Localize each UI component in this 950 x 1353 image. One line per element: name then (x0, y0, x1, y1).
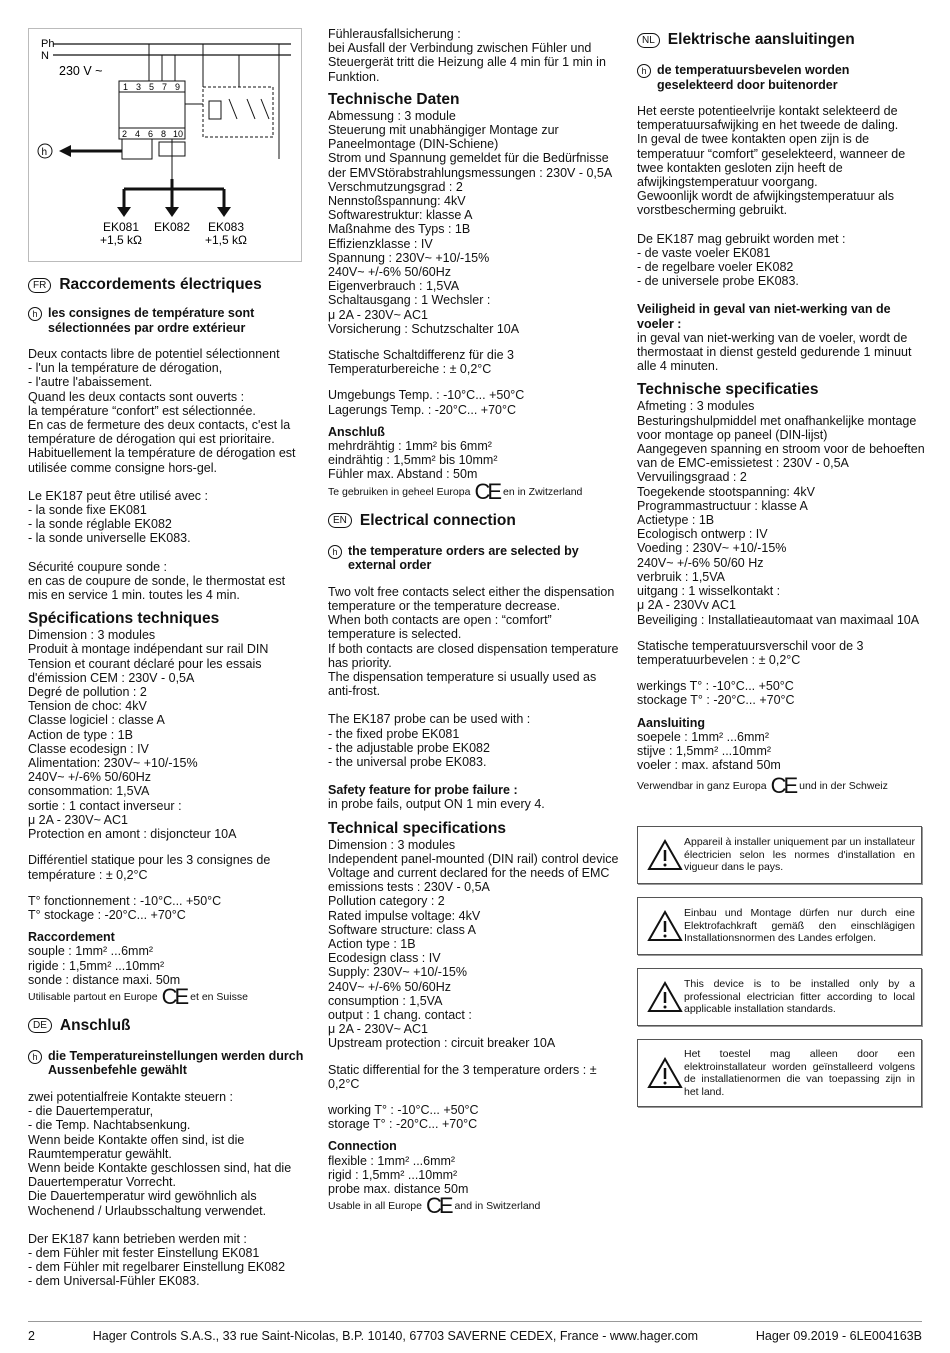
company-address: Hager Controls S.A.S., 33 rue Saint-Nicolas, B.P. 10140, 67703 SAVERNE CEDEX, France - www.hager.com (92, 1329, 699, 1343)
warning-box-nl (637, 1039, 922, 1107)
column-1 (28, 276, 308, 1289)
de-safety-title: Fühlerausfallsicherung : (328, 27, 461, 41)
probe-ek081-name: EK081 (102, 220, 140, 234)
fr-ce-post: et en Suisse (190, 990, 248, 1003)
probe-ek083-name: EK083 (207, 220, 245, 234)
diagram-voltage-label: 230 V ~ (59, 64, 103, 78)
en-title: Electrical connection (359, 511, 516, 529)
nl-connection-title: Aansluiting (637, 715, 706, 730)
fr-paragraph-2: Le EK187 peut être utilisé avec : - la sonde fixe EK081 - la sonde réglable EK082 - la sonde universelle EK083. (28, 488, 208, 546)
en-differential: Static differential for the 3 temperature orders : ± 0,2°C (328, 1062, 597, 1091)
nl-spec-title: Technische specificaties (637, 381, 819, 399)
de-badge: DE (28, 1018, 52, 1033)
de-ce-line (328, 478, 620, 504)
terminal-bottom-4: 4 (135, 129, 141, 139)
nl-connection-text: soepele : 1mm² ...6mm² stijve : 1,5mm² ...10mm² voeler : max. afstand 50m (637, 729, 781, 773)
fr-sub-text: les consignes de température sont sélectionnées par ordre extérieur (48, 306, 255, 335)
nl-subheading (637, 63, 929, 92)
en-connection-text: flexible : 1mm² ...6mm² rigid : 1,5mm² ...10mm² probe max. distance 50m (328, 1153, 469, 1196)
en-sub-text: the temperature orders are selected by external order (348, 543, 579, 573)
h-icon: h (28, 1050, 42, 1064)
fr-safety-title: Sécurité coupure sonde : (28, 559, 167, 574)
wiring-diagram (28, 28, 302, 262)
en-spec-text: Dimension : 3 modules Independent panel-mounted (DIN rail) control device Voltage and current declared for the needs of EMC emissions tests : 230V - 0,5A Pollution category : 2 Rated impulse voltage: 4kV Software structure: class A Action type : 1B Ecodesign class : IV Supply: 230V~ +10/-15% 240V~ +/-6% 50/60Hz consumption : 1,5VA output : 1 chang. contact : μ 2A - 230V~ AC1 Upstream protection : circuit breaker 10A (328, 837, 619, 1051)
warning-text-fr: Appareil à installer uniquement par un installateur électricien selon les normes d'installation en vigueur dans le pays. (684, 836, 915, 874)
en-badge: EN (328, 513, 352, 528)
ce-mark-icon: CE (770, 773, 796, 799)
terminal-bottom-8: 8 (161, 129, 167, 139)
fr-ce-pre: Utilisable partout en Europe (28, 990, 158, 1003)
nl-ce-post: und in der Schweiz (799, 780, 888, 793)
page-number: 2 (28, 1329, 35, 1343)
de-differential: Statische Schaltdifferenz für die 3 Temperaturbereiche : ± 0,2°C (328, 348, 514, 377)
h-icon: h (28, 307, 42, 321)
de-subheading (28, 1049, 308, 1078)
probe-ek082-name: EK082 (153, 220, 191, 234)
diagram-ph-label: Ph (41, 38, 55, 50)
warning-text-en: This device is to be installed only by a professional electrician fitter according to local applicable installation standards. (684, 978, 915, 1016)
probe-ek083-value: +1,5 kΩ (205, 233, 247, 247)
fr-spec-text: Dimension : 3 modules Produit à montage indépendant sur rail DIN Tension et courant déclaré pour les essais d'émission CEM : 230V - 0,5A Degré de pollution : 2 Tension de choc: 4kV Classe logiciel : classe A Action de type : 1B Classe ecodesign : IV Alimentation: 230V~ +10/-15% 240V~ +/-6% 50/60Hz consommation: 1,5VA sortie : 1 contact inverseur : μ 2A - 230V~ AC1 Protection en amont : disjoncteur 10A (28, 628, 269, 842)
en-safety-text: in probe fails, output ON 1 min every 4. (328, 797, 545, 812)
de-connection-title: Anschluß (328, 424, 385, 439)
fr-subheading (28, 306, 308, 335)
de-connection-text: mehrdrähtig : 1mm² bis 6mm² eindrähtig : 1,5mm² bis 10mm² Fühler max. Abstand : 50m (328, 439, 498, 482)
de-safety-text: bei Ausfall der Verbindung zwischen Fühler und Steuergerät tritt die Heizung alle 4 min für 1 min in Funktion. (328, 41, 606, 84)
en-paragraph-2: The EK187 probe can be used with : - the fixed probe EK081 - the adjustable probe EK082 - the universal probe EK083. (328, 712, 531, 769)
de-paragraph-1: zwei potentialfreie Kontakte steuern : - die Dauertemperatur, - die Temp. Nachtabsenkung. Wenn beide Kontakte offen sind, ist die Raumtemperatur gewählt. Wenn beide Kontakte geschlossen sind, hat die Dauertemperatur Vorrecht. Die Dauertemperatur wird gewöhnlich als Wochenend / Urlaubsschaltung verwendet. (28, 1089, 292, 1218)
ce-mark-icon: CE (474, 478, 499, 504)
en-ce-line (328, 1193, 620, 1219)
de-title: Anschluß (59, 1016, 131, 1034)
ce-mark-icon: CE (161, 983, 187, 1009)
warning-triangle-icon (646, 980, 684, 1014)
nl-spec-text: Afmeting : 3 modules Besturingshulpmiddel met onafhankelijke montage voor montage op paneel (DIN-lijst) Aangegeven spanning en stroom voor de behoeften van de EMC-emissietest : 230V - 0,5A Vervuilingsgraad : 2 Toegekende stootspanning: 4kV Programmastructuur : klasse A Actietype : 1B Ecologisch ontwerp : IV Voeding : 230V~ +10/-15% 240V~ +/-6% 50/60 Hz verbruik : 1,5VA uitgang : 1 wisselkontakt : μ 2A - 230Vv AC1 Beveiliging : Installatieautomaat van maximaal 10A (637, 399, 925, 627)
h-icon: h (637, 64, 651, 78)
warning-box-fr (637, 826, 922, 884)
h-icon: h (328, 545, 342, 559)
nl-sub-text: de temperatuursbevelen worden geselekteerd door buitenorder (657, 63, 850, 92)
terminal-bottom-10: 10 (173, 129, 184, 139)
document-reference: Hager 09.2019 - 6LE004163B (755, 1329, 922, 1343)
fr-ce-line (28, 983, 308, 1009)
nl-ce-pre: Verwendbar in ganz Europa (637, 780, 767, 793)
warning-triangle-icon (646, 909, 684, 943)
de-ce-post: en in Zwitzerland (503, 485, 583, 498)
terminal-top-9: 9 (175, 82, 181, 92)
fr-title: Raccordements électriques (59, 276, 262, 293)
diagram-n-label: N (41, 50, 49, 62)
fr-paragraph-1: Deux contacts libre de potentiel sélectionnent - l'un la température de dérogation, - l'autre l'abaissement. Quand les deux contacts sont ouverts : la température “confort” est sélectionnée. En cas de fermeture des deux contacts, c'est la température de dérogation qui est prioritaire. Habituellement la température de dérogation est utilisée comme consigne hors-gel. (28, 347, 296, 475)
nl-badge: NL (637, 33, 660, 48)
de-ce-pre: Te gebruiken in geheel Europa (328, 485, 471, 498)
fr-differential: Différentiel statique pour les 3 consignes de température : ± 0,2°C (28, 853, 271, 882)
en-connection-title: Connection (328, 1139, 397, 1154)
ce-mark-icon: CE (425, 1193, 451, 1219)
en-ce-pre: Usable in all Europe (328, 1200, 422, 1213)
nl-heading (637, 31, 929, 49)
page-footer (28, 1321, 922, 1343)
nl-safety-text: in geval van niet-werking van de voeler, wordt de thermostaat in dienst gesteld gedurende 1 minuut alle 4 minuten. (637, 330, 912, 374)
terminal-top-7: 7 (162, 82, 168, 92)
terminal-top-3: 3 (136, 82, 142, 92)
diagram-h-mark: h (41, 147, 48, 158)
terminal-bottom-2: 2 (122, 129, 128, 139)
de-spec-title: Technische Daten (328, 90, 460, 108)
nl-ce-line (637, 773, 929, 799)
nl-safety-title: Veiligheid in geval van niet-werking van de voeler : (637, 302, 891, 331)
nl-paragraph-1: Het eerste potentieelvrije kontakt selekteerd de temperatuursafwijking en het tweede de daling. In geval de twee kontakten open zijn is de temperatuur “comfort” geselekteerd, wanneer de twee kontakten gesloten zijn heeft de afwijkingstemperatuur voorgang. Gewoonlijk wordt de afwijkingstemperatuur als vorstbescherming gebruikt. (637, 104, 906, 218)
warning-text-de: Einbau und Montage dürfen nur durch eine Elektrofachkraft gemäß den einschlägigen Installationsnormen des Landes erfolgen. (684, 907, 915, 945)
probe-ek081-value: +1,5 kΩ (100, 233, 142, 247)
fr-temperatures: T° fonctionnement : -10°C... +50°C T° stockage : -20°C... +70°C (28, 893, 222, 922)
terminal-top-5: 5 (149, 82, 155, 92)
fr-heading (28, 276, 308, 294)
en-ce-post: and in Switzerland (454, 1200, 541, 1213)
column-3 (637, 31, 929, 799)
wiring-diagram-svg (29, 29, 301, 261)
nl-title: Elektrische aansluitingen (667, 31, 855, 48)
en-paragraph-1: Two volt free contacts select either the dispensation temperature or the temperature decrease. When both contacts are open : “comfort” temperature is selected. If both contacts are closed dispensation temperature has priority. The dispensation temperature si usually used as anti-frost. (328, 584, 619, 699)
fr-connection-text: souple : 1mm² ...6mm² rigide : 1,5mm² ...10mm² sonde : distance maxi. 50m (28, 944, 181, 987)
de-heading (28, 1017, 308, 1035)
nl-paragraph-2: De EK187 mag gebruikt worden met : - de vaste voeler EK081 - de regelbare voeler EK082 - de universele probe EK083. (637, 231, 846, 289)
fr-safety-text: en cas de coupure de sonde, le thermostat est mis en service 1 min. toutes les 4 min. (28, 573, 286, 603)
de-temperatures: Umgebungs Temp. : -10°C... +50°C Lagerungs Temp. : -20°C... +70°C (328, 388, 525, 417)
terminal-bottom-6: 6 (148, 129, 154, 139)
warning-triangle-icon (646, 1056, 684, 1090)
warning-box-en (637, 968, 922, 1026)
terminal-top-1: 1 (123, 82, 129, 92)
de-paragraph-2: Der EK187 kann betrieben werden mit : - dem Fühler mit fester Einstellung EK081 - dem Fühler mit regelbarer Einstellung EK082 - dem Universal-Fühler EK083. (28, 1231, 286, 1289)
en-temperatures: working T° : -10°C... +50°C storage T° : -20°C... +70°C (328, 1102, 479, 1132)
fr-connection-title: Raccordement (28, 930, 115, 945)
en-spec-title: Technical specifications (328, 819, 507, 837)
de-sub-text: die Temperatureinstellungen werden durch Aussenbefehle gewählt (48, 1048, 304, 1078)
column-2 (328, 27, 620, 1219)
warning-triangle-icon (646, 838, 684, 872)
nl-differential: Statische temperatuursverschil voor de 3 temperatuurbevelen : ± 0,2°C (637, 638, 864, 667)
fr-badge: FR (28, 278, 51, 293)
nl-temperatures: werkings T° : -10°C... +50°C stockage T° : -20°C... +70°C (637, 679, 795, 708)
warning-text-nl: Het toestel mag alleen door een elektroinstallateur worden geïnstalleerd volgens de installatienormen die van toepassing zijn in het land. (684, 1048, 915, 1098)
en-subheading (328, 544, 620, 573)
en-heading (328, 512, 620, 530)
warning-box-de (637, 897, 922, 955)
en-safety-title: Safety feature for probe failure : (328, 783, 518, 798)
fr-spec-title: Spécifications techniques (28, 610, 220, 628)
de-spec-text: Abmessung : 3 module Steuerung mit unabhängiger Montage zur Paneelmontage (DIN-Schiene) Strom und Spannung gemeldet für die Bedürfnisse der EMVStörabstrahlungsmessungen : 230V - 0,5A Verschmutzungsgrad : 2 Nennstoßspannung: 4kV Softwarestruktur: klasse A Maßnahme des Typs : 1B Effizienzklasse : IV Spannung : 230V~ +10/-15% 240V~ +/-6% 50/60Hz Eigenverbrauch : 1,5VA Schaltausgang : 1 Wechsler : μ 2A - 230V~ AC1 Vorsicherung : Schutzschalter 10A (328, 108, 613, 336)
